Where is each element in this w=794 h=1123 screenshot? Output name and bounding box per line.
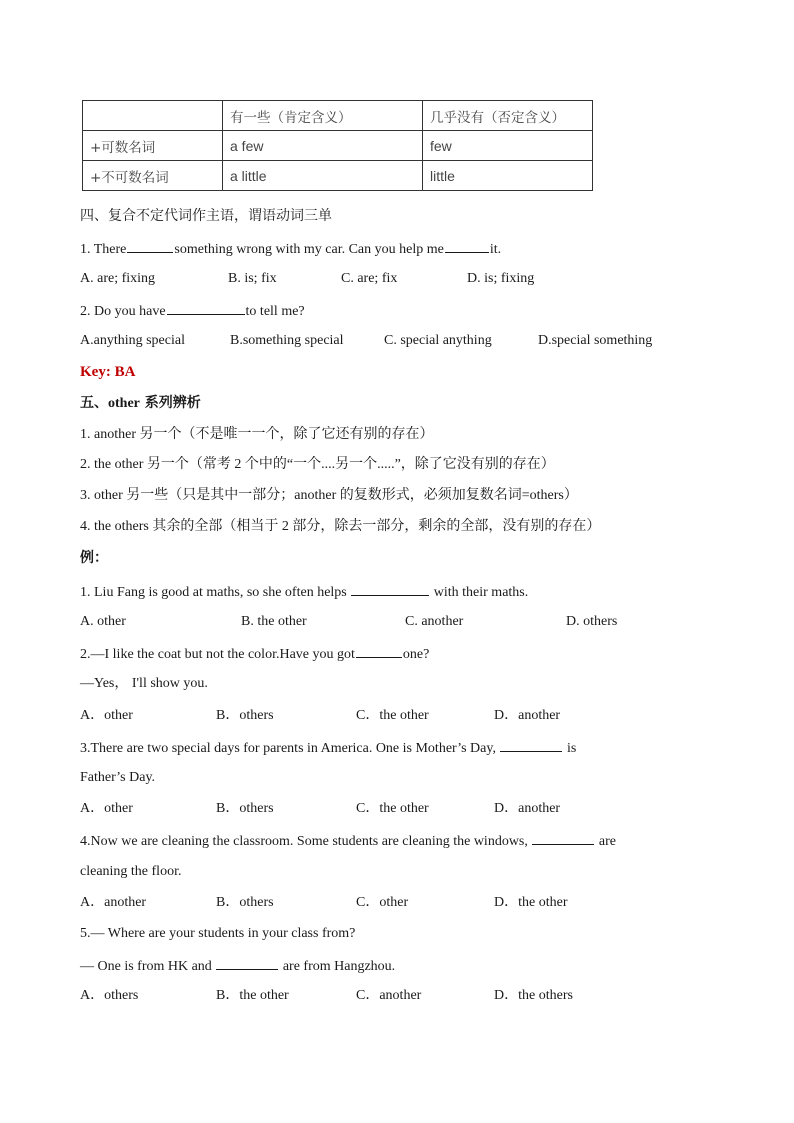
answer-blank (500, 737, 562, 752)
answer-blank (216, 955, 278, 970)
q1-option-a: A. are; fixing (80, 271, 156, 286)
comparison-table (82, 100, 593, 191)
e4-text-a: 4.Now we are cleaning the classroom. Some students are cleaning the windows, (80, 834, 532, 849)
e1-option-d: D. others (566, 614, 618, 629)
e3-option-b: B．others (216, 801, 274, 816)
table-cell: +不可数名词 (83, 161, 223, 191)
q2-text-b: to tell me? (245, 304, 305, 319)
answer-blank (445, 238, 489, 253)
answer-blank (351, 581, 429, 596)
e1-option-b: B. the other (241, 614, 307, 629)
table-cell: few (423, 131, 593, 161)
q2-option-b: B.something special (230, 333, 344, 348)
e3-option-c: C．the other (356, 801, 429, 816)
q1-option-d: D. is; fixing (467, 271, 535, 286)
e3-text-b: is (563, 741, 577, 756)
e5-option-c: C．another (356, 988, 422, 1003)
e3-text-a: 3.There are two special days for parents in America. One is Mother’s Day, (80, 741, 500, 756)
e4-option-b: B．others (216, 895, 274, 910)
point-4: 4. the others 其余的全部（相当于 2 部分，除去一部分，剩余的全部，没有别的存在） (80, 519, 601, 534)
table-cell (83, 101, 223, 131)
e5-option-d: D．the others (494, 988, 573, 1003)
e5-option-b: B．the other (216, 988, 289, 1003)
e2-option-b: B．others (216, 708, 274, 723)
section5-title (80, 393, 201, 414)
e4-option-d: D．the other (494, 895, 568, 910)
e2-text-b: one? (402, 647, 430, 662)
question-1 (80, 238, 501, 260)
table-cell: +可数名词 (83, 131, 223, 161)
q2-option-d: D.special something (538, 333, 653, 348)
e1-option-a: A. other (80, 614, 126, 629)
e3-option-d: D．another (494, 801, 561, 816)
e5-option-a: A．others (80, 988, 139, 1003)
point-1: 1. another 另一个（不是唯一一个，除了它还有别的存在） (80, 427, 434, 442)
table-cell: 有一些（肯定含义） (223, 101, 423, 131)
e5-reply-b: are from Hangzhou. (279, 959, 396, 974)
point-2: 2. the other 另一个（常考 2 个中的“一个....另一个.....”，除了它没有别的存在） (80, 457, 555, 472)
example-5: 5.— Where are your students in your class from? (80, 926, 356, 941)
q2-text-a: 2. Do you have (80, 304, 166, 319)
e3-option-a: A．other (80, 801, 133, 816)
table-cell: a few (223, 131, 423, 161)
q1-option-c: C. are; fix (341, 271, 398, 286)
e2-text-a: 2.—I like the coat but not the color.Have you got (80, 647, 355, 662)
e1-text-b: with their maths. (430, 585, 529, 600)
q1-text-b: something wrong with my car. Can you help me (174, 242, 444, 257)
example-4 (80, 830, 616, 852)
question-2 (80, 300, 305, 322)
answer-blank (167, 300, 245, 315)
section5-title-num: 五、 (80, 395, 108, 411)
e1-text-a: 1. Liu Fang is good at maths, so she often helps (80, 585, 351, 600)
table-row (83, 161, 593, 191)
section4-title: 四、复合不定代词作主语，谓语动词三单 (80, 208, 332, 224)
e1-option-c: C. another (405, 614, 464, 629)
table-cell: 几乎没有（否定含义） (423, 101, 593, 131)
e4-option-a: A．another (80, 895, 147, 910)
answer-blank (532, 830, 594, 845)
e2-option-d: D．another (494, 708, 561, 723)
answer-key: Key: BA (80, 364, 136, 380)
example-2 (80, 643, 429, 665)
e5-reply-a: — One is from HK and (80, 959, 216, 974)
e4-text-b: are (595, 834, 616, 849)
q2-option-a: A.anything special (80, 333, 185, 348)
answer-blank (356, 643, 402, 658)
e2-option-a: A．other (80, 708, 133, 723)
e2-reply: —Yes， I'll show you. (80, 676, 208, 691)
q2-option-c: C. special anything (384, 333, 492, 348)
example-3 (80, 737, 576, 759)
table-row (83, 131, 593, 161)
q1-option-b: B. is; fix (228, 271, 277, 286)
point-3: 3. other 另一些（只是其中一部分；another 的复数形式，必须加复数名词=others） (80, 488, 578, 503)
table-header-row (83, 101, 593, 131)
table-cell: little (423, 161, 593, 191)
e3-continuation: Father’s Day. (80, 770, 156, 785)
answer-blank (127, 238, 173, 253)
example-1 (80, 581, 528, 603)
e2-option-c: C．the other (356, 708, 429, 723)
table-cell: a little (223, 161, 423, 191)
e4-continuation: cleaning the floor. (80, 864, 182, 879)
q1-text-c: it. (489, 242, 502, 257)
e5-reply (80, 955, 395, 977)
e4-option-c: C．other (356, 895, 409, 910)
section5-title-cn: 系列辨析 (139, 395, 201, 411)
q1-text-a: 1. There (80, 242, 127, 257)
section5-title-en: other (108, 396, 140, 411)
example-label: 例： (80, 550, 108, 566)
